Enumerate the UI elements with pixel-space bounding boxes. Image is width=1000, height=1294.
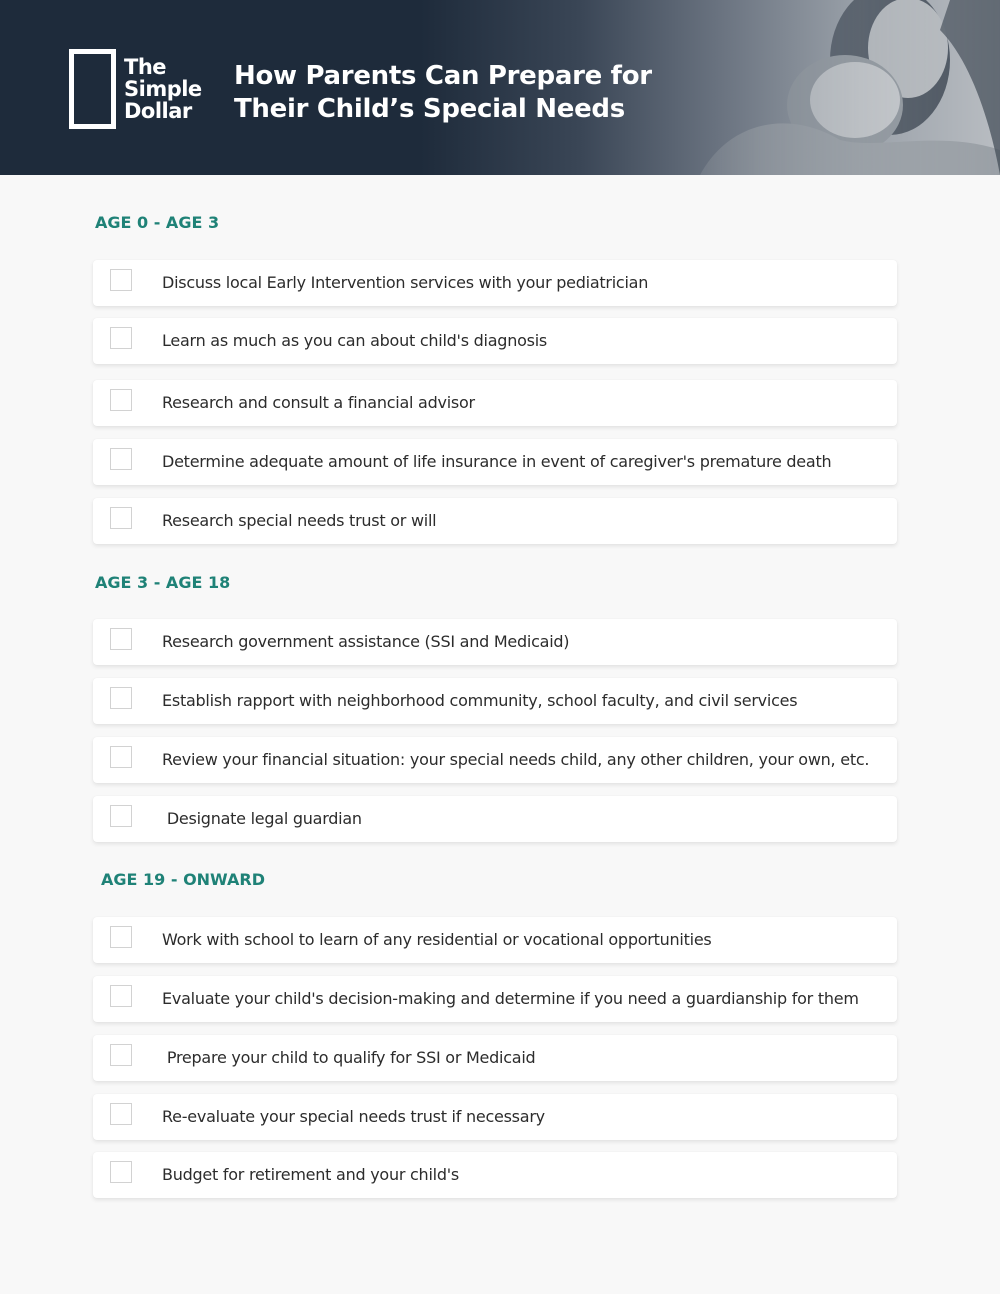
checkbox[interactable] (110, 628, 132, 650)
checklist-item (93, 917, 897, 963)
section-heading-age-3-18: AGE 3 - AGE 18 (95, 573, 231, 592)
checklist-item-label: Research and consult a financial advisor (162, 393, 475, 412)
title-line: Their Child’s Special Needs (234, 94, 625, 124)
checklist-item-label: Learn as much as you can about child's diagnosis (162, 331, 547, 350)
checklist-item-label: Work with school to learn of any residential or vocational opportunities (162, 930, 712, 949)
checklist-item-label: Evaluate your child's decision-making and determine if you need a guardianship for them (162, 989, 859, 1008)
checklist-item (93, 1094, 897, 1140)
section-heading-age-0-3: AGE 0 - AGE 3 (95, 213, 220, 232)
checklist-item-label: Budget for retirement and your child's (162, 1165, 459, 1184)
checkbox[interactable] (110, 389, 132, 411)
checklist-item-label: Review your financial situation: your special needs child, any other children, your own, etc. (162, 750, 870, 769)
checklist-item (93, 1152, 897, 1198)
page-title (234, 60, 652, 126)
checklist-item-label: Designate legal guardian (162, 809, 362, 828)
checkbox[interactable] (110, 269, 132, 291)
checklist-item (93, 260, 897, 306)
section-heading-age-19-onward: AGE 19 - ONWARD (101, 870, 265, 889)
checklist-item (93, 1035, 897, 1081)
checklist-item (93, 619, 897, 665)
logo-line: Dollar (124, 99, 192, 123)
checkbox[interactable] (110, 1161, 132, 1183)
checklist-item-label: Establish rapport with neighborhood community, school faculty, and civil services (162, 691, 798, 710)
checkbox[interactable] (110, 687, 132, 709)
logo-line: Simple (124, 77, 202, 101)
checklist-item (93, 380, 897, 426)
checkbox[interactable] (110, 1103, 132, 1125)
checklist-item-label: Re-evaluate your special needs trust if necessary (162, 1107, 545, 1126)
checklist-item (93, 737, 897, 783)
checkbox[interactable] (110, 805, 132, 827)
checkbox[interactable] (110, 746, 132, 768)
checkbox[interactable] (110, 448, 132, 470)
checklist-item (93, 318, 897, 364)
checklist-item-label: Determine adequate amount of life insurance in event of caregiver's premature death (162, 452, 832, 471)
checkbox[interactable] (110, 1044, 132, 1066)
checkbox[interactable] (110, 327, 132, 349)
checklist-item-label: Prepare your child to qualify for SSI or Medicaid (162, 1048, 536, 1067)
checklist-item-label: Research government assistance (SSI and Medicaid) (162, 632, 570, 651)
header-banner (0, 0, 1000, 175)
logo-line: The (124, 55, 167, 79)
logo-mark (69, 49, 116, 129)
checklist-item (93, 439, 897, 485)
checklist-item-label: Discuss local Early Intervention services with your pediatrician (162, 273, 649, 292)
logo-wordmark (124, 56, 202, 122)
mother-and-baby-photo (640, 0, 1000, 175)
checkbox[interactable] (110, 985, 132, 1007)
checklist-item-label: Research special needs trust or will (162, 511, 437, 530)
checklist-item (93, 976, 897, 1022)
checkbox[interactable] (110, 507, 132, 529)
checklist-item (93, 796, 897, 842)
checklist-item (93, 678, 897, 724)
checklist-item (93, 498, 897, 544)
title-line: How Parents Can Prepare for (234, 61, 652, 91)
checkbox[interactable] (110, 926, 132, 948)
